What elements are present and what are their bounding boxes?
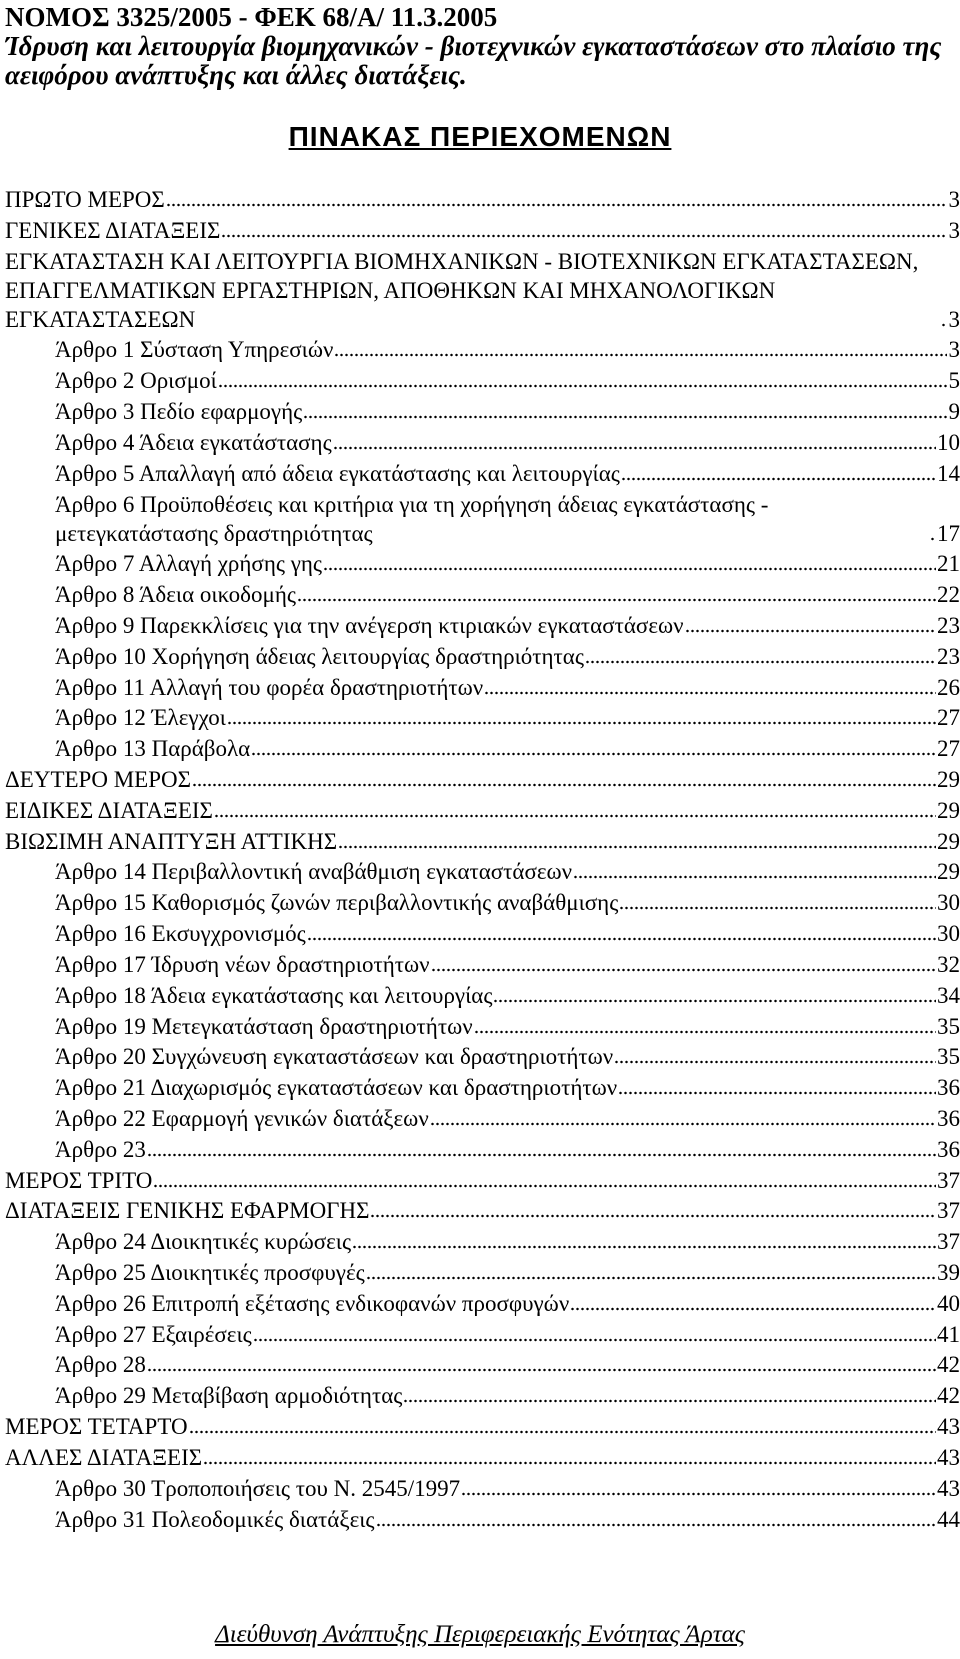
dot-leader xyxy=(370,1214,936,1218)
toc-page-number: 32 xyxy=(937,951,960,977)
toc-entry[interactable] xyxy=(5,428,960,457)
toc-entry[interactable] xyxy=(5,459,960,488)
law-subtitle: Ίδρυση και λειτουργία βιομηχανικών - βιοτεχνικών εγκαταστάσεων στο πλαίσιο της αειφόρου ανάπτυξης και άλλες διατάξεις. xyxy=(5,31,942,90)
toc-entry-title: Άρθρο 31 Πολεοδομικές διατάξεις xyxy=(55,1506,375,1532)
toc-entry[interactable] xyxy=(5,1289,960,1318)
toc-entry-title: Άρθρο 23 xyxy=(55,1136,146,1162)
dot-leader xyxy=(941,323,947,327)
toc-page-number: 26 xyxy=(937,674,960,700)
toc-entry-title: Άρθρο 26 Επιτροπή εξέτασης ενδικοφανών προσφυγών xyxy=(55,1290,570,1316)
toc-entry-title: ΠΡΩΤΟ ΜΕΡΟΣ xyxy=(5,187,165,212)
dot-leader xyxy=(376,1523,936,1527)
toc-entry-title: ΔΙΑΤΑΞΕΙΣ ΓΕΝΙΚΗΣ ΕΦΑΡΜΟΓΗΣ xyxy=(5,1198,370,1224)
toc-entry-title: Άρθρο 6 Προϋποθέσεις και κριτήρια για τη χορήγηση άδειας εγκατάστασης - μετεγκατάστασης δραστηριότητας xyxy=(55,491,769,546)
toc-entry-title: Άρθρο 28 xyxy=(55,1352,146,1378)
dot-leader xyxy=(303,415,947,419)
toc-page-number: 27 xyxy=(937,736,960,762)
dot-leader xyxy=(403,1399,936,1403)
dot-leader xyxy=(297,598,936,602)
dot-leader xyxy=(573,875,936,879)
toc-page-number: 42 xyxy=(937,1352,960,1378)
dot-leader xyxy=(166,203,947,207)
toc-entry-title: Άρθρο 16 Εκσυγχρονισμός xyxy=(55,921,306,947)
toc-entry[interactable] xyxy=(5,1443,960,1472)
toc-entry[interactable] xyxy=(5,950,960,979)
toc-page-number: 36 xyxy=(937,1136,960,1162)
table-of-contents xyxy=(5,185,960,1535)
toc-page-number: 9 xyxy=(948,399,960,425)
toc-entry[interactable] xyxy=(5,611,960,640)
toc-entry[interactable] xyxy=(5,1042,960,1071)
toc-page-number: 14 xyxy=(937,460,960,486)
toc-entry[interactable] xyxy=(5,216,960,245)
toc-page-number: 43 xyxy=(937,1444,960,1470)
toc-page-number: 35 xyxy=(937,1044,960,1070)
dot-leader xyxy=(338,845,936,849)
dot-leader xyxy=(621,477,936,481)
toc-page-number: 29 xyxy=(937,859,960,885)
dot-leader xyxy=(474,1030,936,1034)
toc-entry[interactable] xyxy=(5,919,960,948)
toc-entry[interactable] xyxy=(5,981,960,1010)
dot-leader xyxy=(147,1368,936,1372)
toc-page-number: 44 xyxy=(937,1506,960,1532)
toc-entry-title: ΜΕΡΟΣ ΤΡΙΤΟ xyxy=(5,1167,153,1193)
dot-leader xyxy=(334,353,947,357)
dot-leader xyxy=(153,1184,936,1188)
toc-entry[interactable] xyxy=(5,580,960,609)
toc-entry-title: Άρθρο 25 Διοικητικές προσφυγές xyxy=(55,1260,365,1285)
toc-page-number: 36 xyxy=(937,1075,960,1101)
toc-entry-title: ΕΙΔΙΚΕΣ ΔΙΑΤΑΞΕΙΣ xyxy=(5,797,213,823)
toc-entry-title: Άρθρο 15 Καθορισμός ζωνών περιβαλλοντικής αναβάθμισης xyxy=(55,890,619,916)
toc-entry[interactable] xyxy=(5,1227,960,1256)
dot-leader xyxy=(618,1091,936,1095)
toc-entry[interactable] xyxy=(5,397,960,426)
toc-entry[interactable] xyxy=(5,1505,960,1534)
dot-leader xyxy=(203,1461,936,1465)
dot-leader xyxy=(333,446,936,450)
toc-page-number: 43 xyxy=(937,1414,960,1440)
toc-page-number: 23 xyxy=(937,643,960,669)
toc-entry[interactable] xyxy=(5,734,960,763)
toc-entry-title: Άρθρο 4 Άδεια εγκατάστασης xyxy=(55,429,332,455)
dot-leader xyxy=(307,937,936,941)
toc-page-number: 10 xyxy=(937,429,960,455)
toc-entry-title: Άρθρο 5 Απαλλαγή από άδεια εγκατάστασης και λειτουργίας xyxy=(55,460,620,486)
toc-page-number: 37 xyxy=(937,1229,960,1255)
toc-page-number: 30 xyxy=(937,890,960,916)
toc-page-number: 42 xyxy=(937,1383,960,1409)
toc-page-number: 29 xyxy=(937,767,960,792)
toc-entry[interactable] xyxy=(5,490,960,548)
toc-page-number: 37 xyxy=(937,1198,960,1224)
toc-page-number: 29 xyxy=(937,828,960,854)
toc-entry-title: Άρθρο 20 Συγχώνευση εγκαταστάσεων και δραστηριοτήτων xyxy=(55,1044,614,1070)
dot-leader xyxy=(227,721,936,725)
toc-entry-title: Άρθρο 8 Άδεια οικοδομής xyxy=(55,582,296,608)
toc-page-number: 27 xyxy=(937,705,960,731)
dot-leader xyxy=(192,783,936,787)
toc-page-number: 30 xyxy=(937,921,960,947)
toc-entry[interactable] xyxy=(5,642,960,671)
toc-entry[interactable] xyxy=(5,1135,960,1164)
dot-leader xyxy=(930,537,936,541)
toc-entry-title: Άρθρο 18 Άδεια εγκατάστασης και λειτουργίας xyxy=(55,982,493,1008)
dot-leader xyxy=(366,1276,936,1280)
toc-entry-title: ΒΙΩΣΙΜΗ ΑΝΑΠΤΥΞΗ ΑΤΤΙΚΗΣ xyxy=(5,828,338,854)
toc-page-number: 34 xyxy=(937,982,960,1008)
toc-entry-title: ΜΕΡΟΣ ΤΕΤΑΡΤΟ xyxy=(5,1414,188,1440)
toc-entry-title: Άρθρο 1 Σύσταση Υπηρεσιών xyxy=(55,337,334,363)
dot-leader xyxy=(251,752,936,756)
toc-entry-title: ΕΓΚΑΤΑΣΤΑΣΗ ΚΑΙ ΛΕΙΤΟΥΡΓΙΑ ΒΙΟΜΗΧΑΝΙΚΩΝ - ΒΙΟΤΕΧΝΙΚΩΝ ΕΓΚΑΤΑΣΤΑΣΕΩΝ, ΕΠΑΓΓΕΛΜΑΤΙΚΩΝ ΕΡΓΑΣΤΗΡΙΩΝ, ΑΠΟΘΗΚΩΝ ΚΑΙ ΜΗΧΑΝΟΛΟΓΙΚΩΝ ΕΓΚΑΤΑΣΤΑΣΕΩΝ xyxy=(5,248,919,332)
toc-page-number: 23 xyxy=(937,612,960,638)
dot-leader xyxy=(585,660,936,664)
toc-entry[interactable] xyxy=(5,335,960,364)
toc-entry-title: Άρθρο 22 Εφαρμογή γενικών διατάξεων xyxy=(55,1105,429,1131)
toc-page-number: 29 xyxy=(937,797,960,823)
toc-entry-title: Άρθρο 2 Ορισμοί xyxy=(55,368,217,394)
toc-entry-title: Άρθρο 27 Εξαιρέσεις xyxy=(55,1321,252,1347)
toc-entry-title: Άρθρο 17 Ίδρυση νέων δραστηριοτήτων xyxy=(55,951,430,977)
dot-leader xyxy=(218,384,947,388)
toc-entry-title: Άρθρο 14 Περιβαλλοντική αναβάθμιση εγκαταστάσεων xyxy=(55,859,573,885)
toc-entry[interactable] xyxy=(5,1320,960,1349)
toc-page-number: 21 xyxy=(937,551,960,577)
dot-leader xyxy=(253,1338,936,1342)
dot-leader xyxy=(685,629,936,633)
dot-leader xyxy=(570,1307,936,1311)
toc-page-number: 39 xyxy=(937,1260,960,1285)
dot-leader xyxy=(484,691,936,695)
toc-entry[interactable] xyxy=(5,1350,960,1379)
law-title: ΝΟΜΟΣ 3325/2005 - ΦΕΚ 68/Α/ 11.3.2005 xyxy=(5,2,498,32)
toc-entry[interactable] xyxy=(5,703,960,732)
toc-entry-title: Άρθρο 3 Πεδίο εφαρμογής xyxy=(55,399,303,425)
toc-entry[interactable] xyxy=(5,1412,960,1441)
dot-leader xyxy=(430,1122,936,1126)
toc-entry-title: Άρθρο 19 Μετεγκατάσταση δραστηριοτήτων xyxy=(55,1013,473,1039)
toc-page-number: 22 xyxy=(937,582,960,608)
toc-entry-title: Άρθρο 13 Παράβολα xyxy=(55,736,251,762)
toc-entry-title: Άρθρο 24 Διοικητικές κυρώσεις xyxy=(55,1229,352,1255)
toc-entry-title: Άρθρο 10 Χορήγηση άδειας λειτουργίας δραστηριότητας xyxy=(55,643,584,669)
toc-entry[interactable] xyxy=(5,857,960,886)
toc-entry-title: ΔΕΥΤΕΡΟ ΜΕΡΟΣ xyxy=(5,767,191,792)
toc-page-number: 3 xyxy=(948,337,960,363)
toc-entry[interactable] xyxy=(5,549,960,578)
page-footer: Διεύθυνση Ανάπτυξης Περιφερειακής Ενότητας Άρτας xyxy=(215,1621,745,1648)
toc-entry-title: ΓΕΝΙΚΕΣ ΔΙΑΤΑΞΕΙΣ xyxy=(5,217,221,243)
dot-leader xyxy=(614,1060,936,1064)
toc-entry[interactable] xyxy=(5,796,960,825)
toc-entry[interactable] xyxy=(5,765,960,794)
toc-entry[interactable] xyxy=(5,673,960,702)
toc-entry-title: Άρθρο 29 Μεταβίβαση αρμοδιότητας xyxy=(55,1383,403,1409)
toc-entry[interactable] xyxy=(5,888,960,917)
toc-entry-title: Άρθρο 9 Παρεκκλίσεις για την ανέγερση κτιριακών εγκαταστάσεων xyxy=(55,612,684,638)
toc-entry[interactable] xyxy=(5,1381,960,1410)
toc-entry[interactable] xyxy=(5,1474,960,1503)
toc-page-number: 41 xyxy=(937,1321,960,1347)
dot-leader xyxy=(352,1245,936,1249)
toc-entry-title: Άρθρο 7 Αλλαγή χρήσης γης xyxy=(55,551,323,577)
dot-leader xyxy=(431,968,936,972)
toc-entry-title: Άρθρο 21 Διαχωρισμός εγκαταστάσεων και δραστηριοτήτων xyxy=(55,1075,618,1101)
toc-page-number: 43 xyxy=(937,1475,960,1501)
toc-entry[interactable] xyxy=(5,185,960,214)
toc-entry[interactable] xyxy=(5,1258,960,1287)
dot-leader xyxy=(189,1430,936,1434)
toc-entry-title: Άρθρο 12 Έλεγχοι xyxy=(55,705,226,731)
dot-leader xyxy=(323,567,936,571)
dot-leader xyxy=(221,234,947,238)
toc-entry-title: Άρθρο 30 Τροποποιήσεις του Ν. 2545/1997 xyxy=(55,1475,461,1501)
toc-heading: ΠΙΝΑΚΑΣ ΠΕΡΙΕΧΟΜΕΝΩΝ xyxy=(288,121,672,152)
dot-leader xyxy=(493,999,936,1003)
toc-entry[interactable] xyxy=(5,247,960,334)
toc-entry[interactable] xyxy=(5,1104,960,1133)
toc-page-number: 3 xyxy=(948,217,960,243)
dot-leader xyxy=(461,1492,936,1496)
toc-page-number: 5 xyxy=(948,368,960,394)
toc-page-number: 17 xyxy=(937,520,960,546)
toc-entry-title: Άρθρο 11 Αλλαγή του φορέα δραστηριοτήτων xyxy=(55,674,484,700)
toc-entry[interactable] xyxy=(5,1073,960,1102)
dot-leader xyxy=(619,906,936,910)
toc-page-number: 36 xyxy=(937,1105,960,1131)
toc-entry[interactable] xyxy=(5,366,960,395)
toc-entry[interactable] xyxy=(5,1196,960,1225)
toc-page-number: 37 xyxy=(937,1167,960,1193)
toc-page-number: 3 xyxy=(948,306,960,332)
dot-leader xyxy=(214,814,936,818)
toc-entry[interactable] xyxy=(5,1166,960,1195)
toc-page-number: 3 xyxy=(948,187,960,212)
toc-page-number: 40 xyxy=(937,1290,960,1316)
dot-leader xyxy=(147,1153,936,1157)
toc-page-number: 35 xyxy=(937,1013,960,1039)
toc-entry[interactable] xyxy=(5,1012,960,1041)
toc-entry[interactable] xyxy=(5,827,960,856)
toc-entry-title: ΑΛΛΕΣ ΔΙΑΤΑΞΕΙΣ xyxy=(5,1444,203,1470)
